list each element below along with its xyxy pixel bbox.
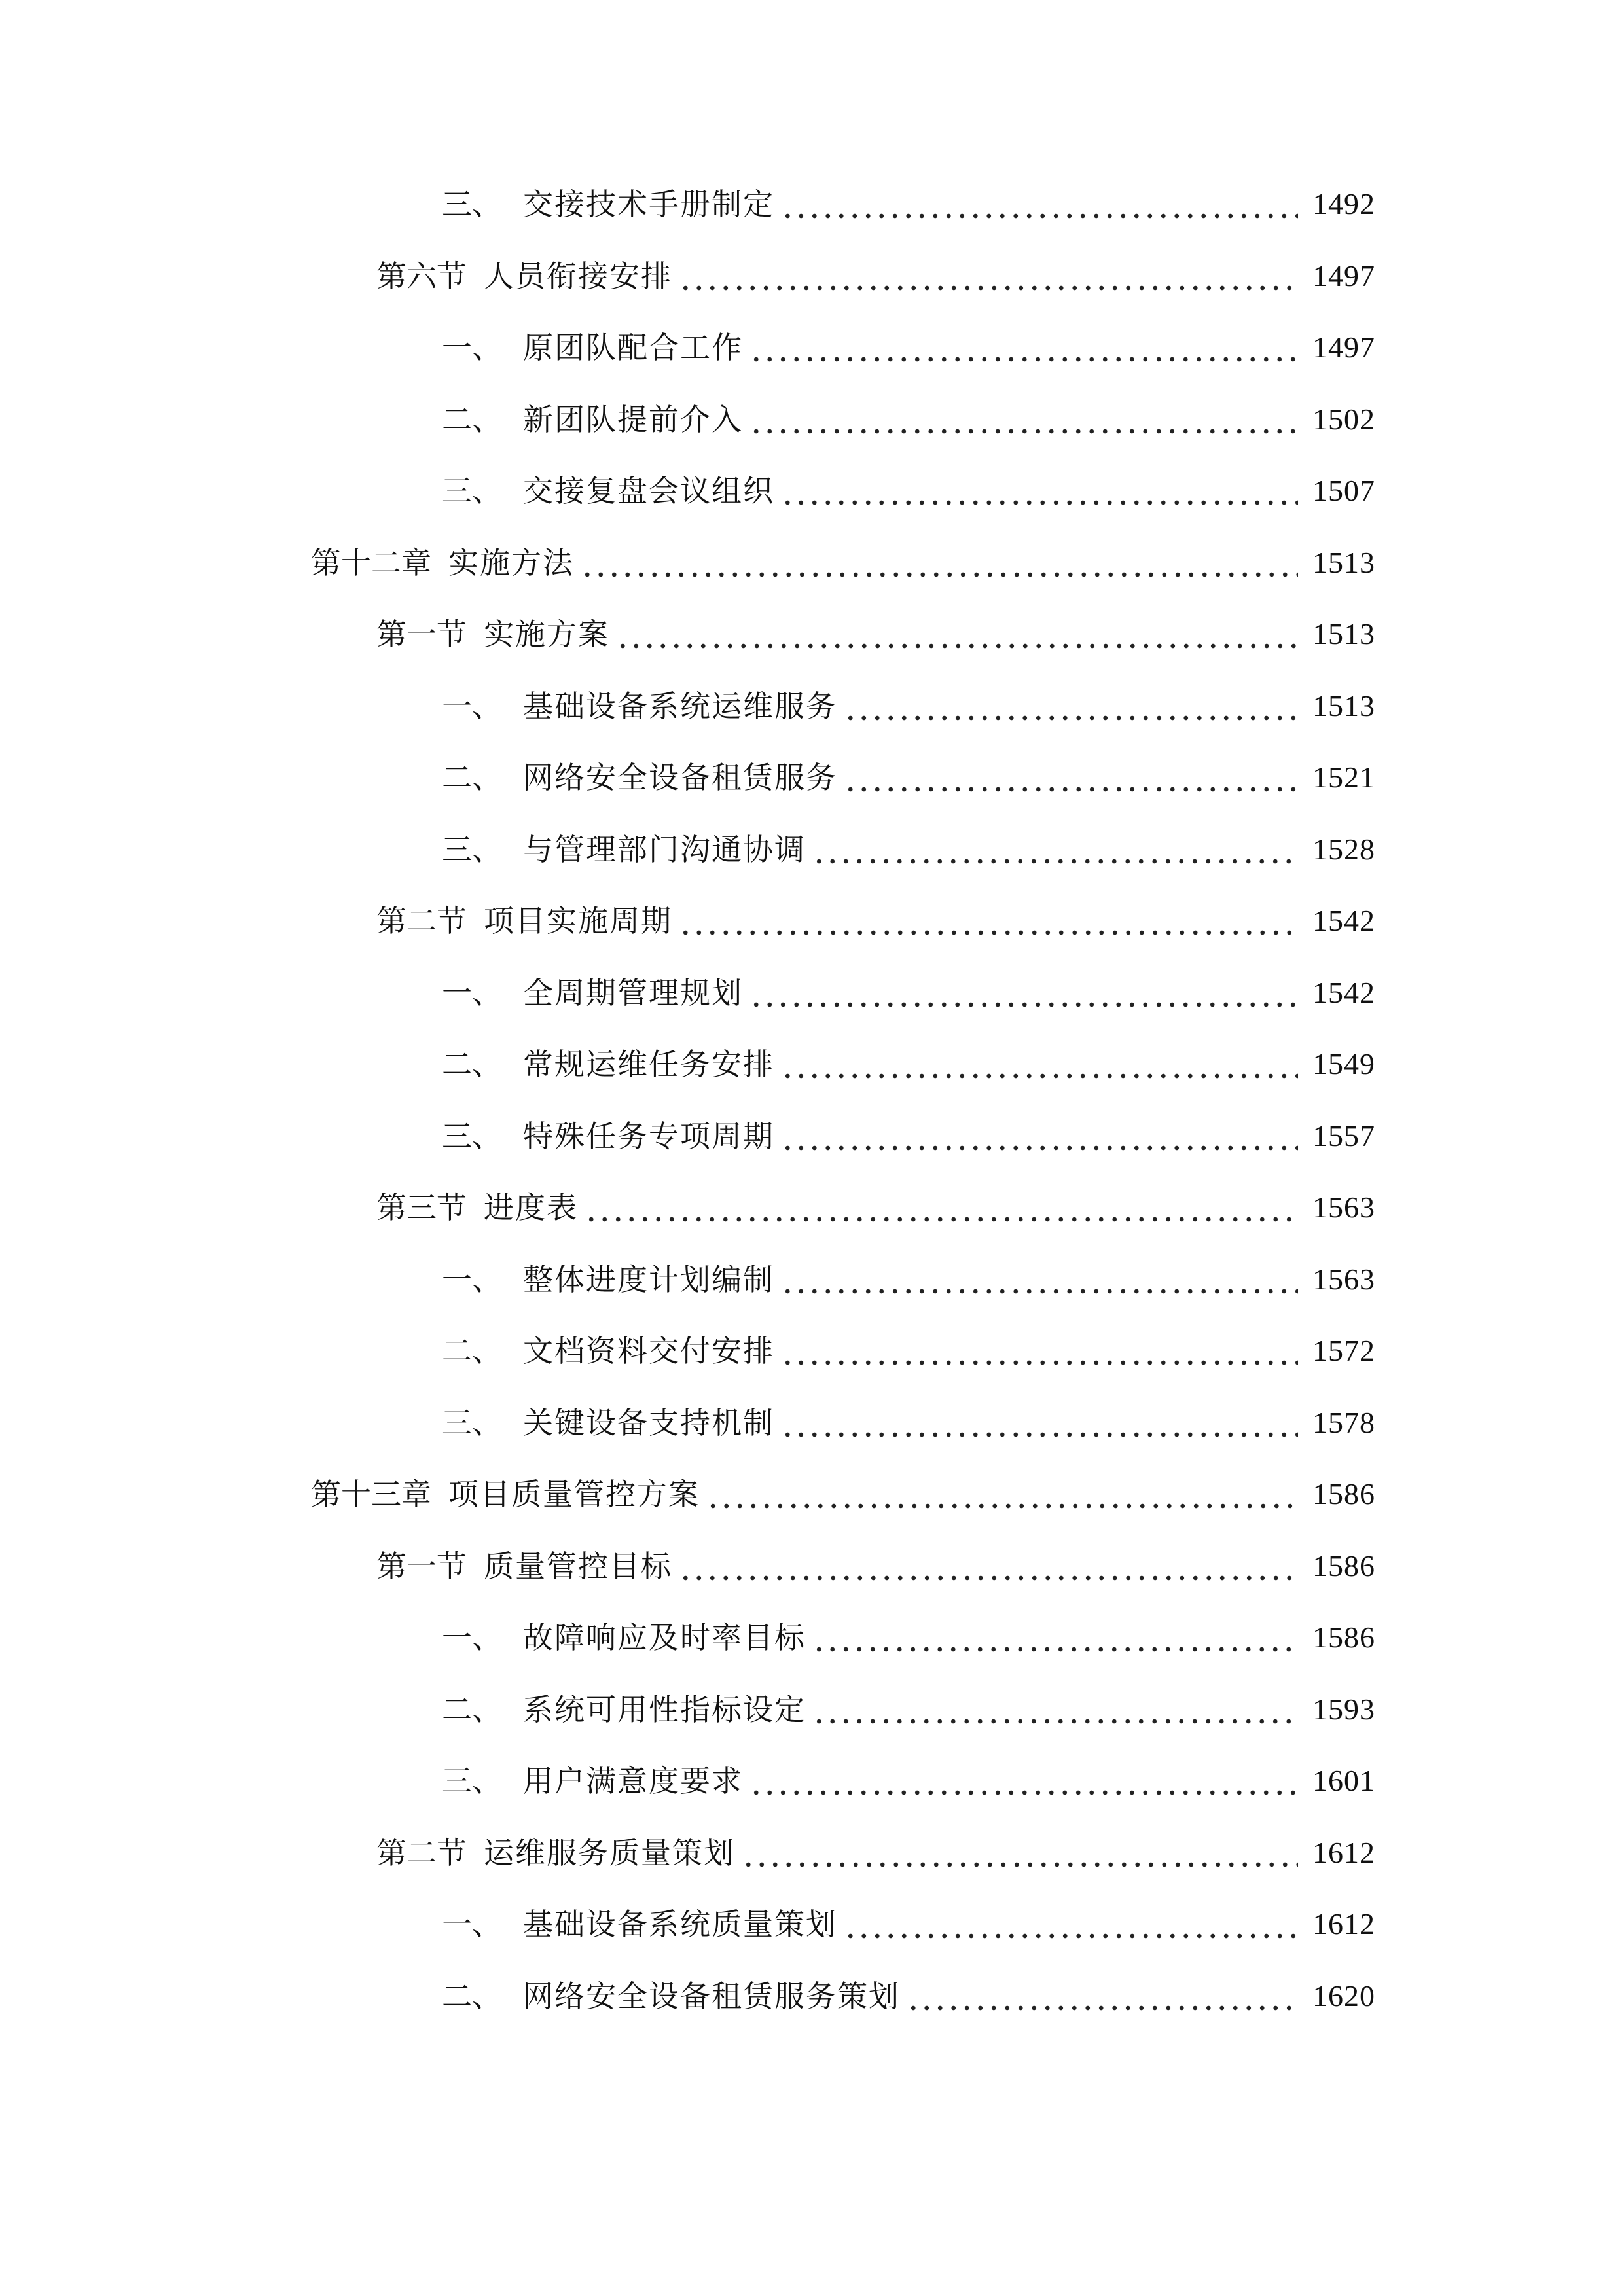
toc-entry-number: 一、 — [442, 1907, 502, 1942]
toc-entry-title: 全周期管理规划 — [523, 975, 743, 1011]
toc-entry[interactable] — [442, 1400, 1375, 1446]
dot-leader — [812, 827, 1298, 872]
toc-entry-page-number: 1586 — [1312, 1477, 1375, 1511]
toc-entry-title: 进度表 — [484, 1190, 578, 1225]
toc-entry-page-number: 1601 — [1312, 1764, 1375, 1797]
toc-entry-page-number: 1542 — [1312, 904, 1375, 937]
toc-entry-title: 用户满意度要求 — [523, 1763, 743, 1799]
dot-leader — [844, 1901, 1298, 1947]
toc-entry-title: 新团队提前介入 — [523, 402, 743, 437]
toc-entry-number: 二、 — [442, 1692, 502, 1727]
toc-entry-title: 交接技术手册制定 — [523, 187, 774, 222]
toc-entry-title: 实施方案 — [484, 617, 609, 652]
toc-entry[interactable] — [376, 253, 1375, 299]
toc-entry-number: 二、 — [442, 402, 502, 437]
toc-entry-page-number: 1502 — [1312, 403, 1375, 436]
toc-entry[interactable] — [442, 1113, 1375, 1159]
toc-entry-number: 二、 — [442, 1333, 502, 1369]
dot-leader — [812, 1687, 1298, 1732]
toc-entry-number: 第一节 — [376, 617, 467, 652]
dot-leader — [781, 468, 1298, 514]
toc-entry-title: 整体进度计划编制 — [523, 1262, 774, 1297]
toc-entry[interactable] — [376, 1543, 1375, 1589]
toc-entry[interactable] — [442, 181, 1375, 227]
toc-entry-page-number: 1620 — [1312, 1979, 1375, 2013]
dot-leader — [781, 1400, 1298, 1446]
toc-entry[interactable] — [442, 1758, 1375, 1804]
toc-entry[interactable] — [442, 1257, 1375, 1302]
toc-entry-number: 一、 — [442, 1262, 502, 1297]
toc-entry-page-number: 1513 — [1312, 546, 1375, 579]
toc-entry-title: 网络安全设备租赁服务 — [523, 760, 837, 795]
toc-entry-page-number: 1593 — [1312, 1693, 1375, 1726]
toc-entry-title: 常规运维任务安排 — [523, 1047, 774, 1082]
toc-entry[interactable] — [442, 1615, 1375, 1660]
toc-entry[interactable] — [442, 1901, 1375, 1947]
dot-leader — [781, 1328, 1298, 1374]
toc-entry-title: 系统可用性指标设定 — [523, 1692, 806, 1727]
toc-entry-page-number: 1513 — [1312, 689, 1375, 723]
dot-leader — [679, 1543, 1298, 1589]
toc-entry-title: 基础设备系统运维服务 — [523, 689, 837, 724]
toc-entry-title: 文档资料交付安排 — [523, 1333, 774, 1369]
toc-entry-page-number: 1572 — [1312, 1334, 1375, 1367]
toc-entry[interactable] — [442, 325, 1375, 370]
toc-entry-title: 与管理部门沟通协调 — [523, 832, 806, 867]
toc-entry-page-number: 1492 — [1312, 187, 1375, 221]
dot-leader — [781, 181, 1298, 227]
toc-entry[interactable] — [442, 683, 1375, 729]
toc-entry[interactable] — [442, 1328, 1375, 1374]
toc-entry-title: 项目质量管控方案 — [448, 1477, 700, 1512]
toc-entry-title: 原团队配合工作 — [523, 330, 743, 365]
toc-entry-page-number: 1586 — [1312, 1621, 1375, 1654]
toc-entry-page-number: 1586 — [1312, 1549, 1375, 1583]
dot-leader — [585, 1185, 1298, 1230]
toc-entry-number: 一、 — [442, 975, 502, 1011]
toc-entry-page-number: 1563 — [1312, 1263, 1375, 1296]
toc-entry-title: 网络安全设备租赁服务策划 — [523, 1979, 900, 2014]
toc-entry-number: 三、 — [442, 1119, 502, 1154]
toc-entry-page-number: 1578 — [1312, 1406, 1375, 1439]
toc-entry-number: 二、 — [442, 760, 502, 795]
toc-entry[interactable] — [442, 1687, 1375, 1732]
toc-entry-number: 三、 — [442, 1763, 502, 1799]
dot-leader — [844, 683, 1298, 729]
toc-entry-number: 第六节 — [376, 259, 467, 294]
dot-leader — [679, 898, 1298, 944]
toc-entry-page-number: 1497 — [1312, 331, 1375, 364]
dot-leader — [616, 611, 1298, 657]
toc-entry-title: 运维服务质量策划 — [484, 1835, 735, 1871]
toc-entry-number: 第三节 — [376, 1190, 467, 1225]
dot-leader — [812, 1615, 1298, 1660]
toc-entry-page-number: 1521 — [1312, 761, 1375, 794]
dot-leader — [749, 970, 1298, 1016]
toc-entry-number: 第十二章 — [311, 545, 431, 581]
dot-leader — [742, 1830, 1298, 1876]
dot-leader — [679, 253, 1298, 299]
toc-entry-page-number: 1497 — [1312, 259, 1375, 293]
toc-entry-number: 三、 — [442, 832, 502, 867]
toc-entry-page-number: 1542 — [1312, 976, 1375, 1009]
dot-leader — [749, 325, 1298, 370]
toc-entry-title: 实施方法 — [448, 545, 574, 581]
toc-entry[interactable] — [442, 755, 1375, 800]
toc-entry-number: 三、 — [442, 187, 502, 222]
toc-entry[interactable] — [442, 1041, 1375, 1087]
toc-entry[interactable] — [442, 827, 1375, 872]
toc-entry-title: 交接复盘会议组织 — [523, 473, 774, 509]
toc-entry-title: 项目实施周期 — [484, 903, 672, 939]
dot-leader — [781, 1041, 1298, 1087]
toc-entry-number: 第十三章 — [311, 1477, 431, 1512]
dot-leader — [749, 1758, 1298, 1804]
dot-leader — [844, 755, 1298, 800]
toc-entry[interactable] — [376, 611, 1375, 657]
toc-entry-number: 一、 — [442, 330, 502, 365]
toc-entry-title: 故障响应及时率目标 — [523, 1620, 806, 1655]
toc-entry-page-number: 1557 — [1312, 1119, 1375, 1153]
toc-entry[interactable] — [376, 1185, 1375, 1230]
toc-entry[interactable] — [376, 898, 1375, 944]
toc-entry-number: 一、 — [442, 1620, 502, 1655]
toc-entry-number: 二、 — [442, 1047, 502, 1082]
toc-entry-page-number: 1513 — [1312, 617, 1375, 651]
toc-entry-number: 一、 — [442, 689, 502, 724]
toc-entry-number: 三、 — [442, 1405, 502, 1441]
dot-leader — [781, 1113, 1298, 1159]
dot-leader — [749, 397, 1298, 442]
toc-entry-title: 基础设备系统质量策划 — [523, 1907, 837, 1942]
dot-leader — [781, 1257, 1298, 1302]
toc-entry-title: 质量管控目标 — [484, 1549, 672, 1584]
toc-entry[interactable] — [311, 1471, 1375, 1517]
toc-entry[interactable] — [442, 468, 1375, 514]
toc-entry[interactable] — [376, 1830, 1375, 1876]
toc-entry[interactable] — [442, 397, 1375, 442]
toc-entry-number: 第一节 — [376, 1549, 467, 1584]
dot-leader — [706, 1471, 1298, 1517]
toc-entry-number: 二、 — [442, 1979, 502, 2014]
toc-entry-number: 第二节 — [376, 903, 467, 939]
toc-entry-title: 关键设备支持机制 — [523, 1405, 774, 1441]
toc-entry-page-number: 1612 — [1312, 1907, 1375, 1941]
toc-entry-number: 三、 — [442, 473, 502, 509]
dot-leader — [907, 1973, 1298, 2019]
toc-entry-page-number: 1549 — [1312, 1047, 1375, 1081]
toc-entry-page-number: 1507 — [1312, 474, 1375, 507]
toc-entry-page-number: 1528 — [1312, 833, 1375, 866]
toc-entry[interactable] — [311, 540, 1375, 586]
toc-entry-title: 人员衔接安排 — [484, 259, 672, 294]
toc-entry-title: 特殊任务专项周期 — [523, 1119, 774, 1154]
toc-entry[interactable] — [442, 1973, 1375, 2019]
toc-entry-number: 第二节 — [376, 1835, 467, 1871]
toc-entry-page-number: 1612 — [1312, 1836, 1375, 1869]
toc-entry-page-number: 1563 — [1312, 1191, 1375, 1224]
toc-entry[interactable] — [442, 970, 1375, 1016]
dot-leader — [581, 540, 1298, 586]
